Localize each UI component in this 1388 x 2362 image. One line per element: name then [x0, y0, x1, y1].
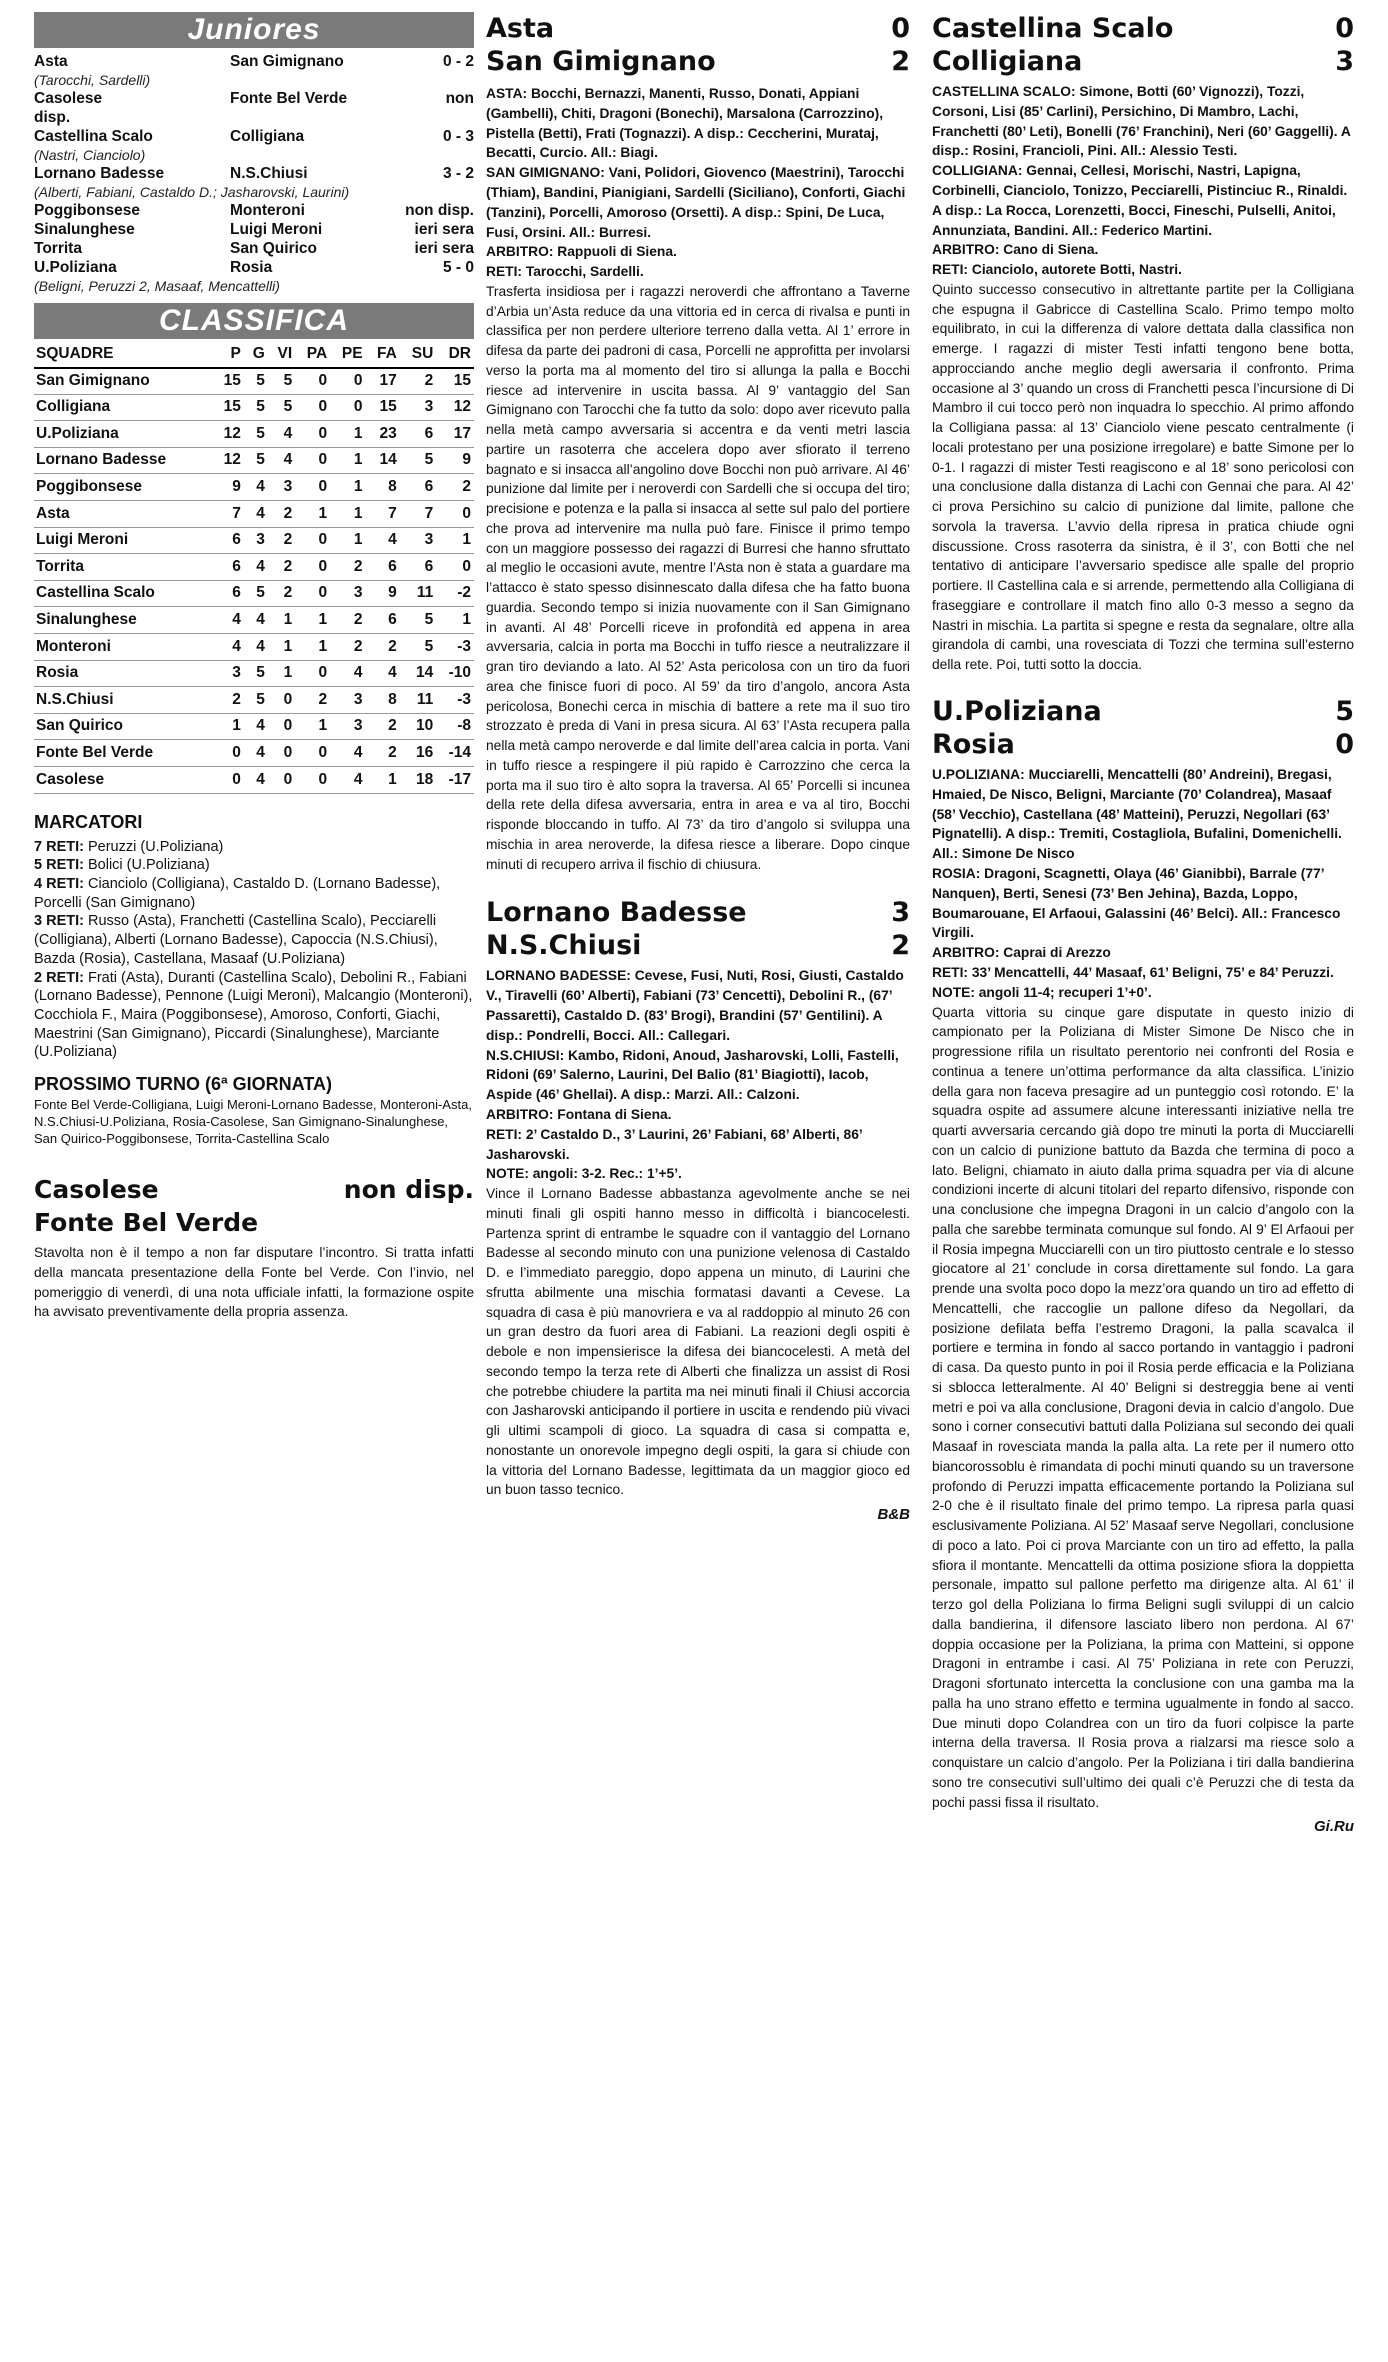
stat-cell: 5 — [268, 368, 295, 395]
stat-cell: 1 — [366, 767, 400, 794]
goals-count: 2 RETI: — [34, 969, 84, 986]
match-away: Colligiana — [932, 46, 1083, 77]
result-score: non disp. — [405, 202, 474, 219]
referee: ARBITRO: Fontana di Siena. — [486, 1107, 672, 1123]
stat-cell: 4 — [213, 607, 244, 634]
stat-cell: 6 — [213, 580, 244, 607]
stat-cell: 4 — [213, 634, 244, 661]
stat-cell: 1 — [436, 607, 474, 634]
standings-row — [34, 527, 474, 554]
stat-cell: 2 — [268, 554, 295, 581]
classifica-banner: CLASSIFICA — [34, 303, 474, 339]
standings-table — [34, 341, 474, 794]
notes: NOTE: angoli: 3-2. Rec.: 1’+5’. — [486, 1166, 682, 1182]
result-item — [34, 164, 474, 201]
team-name: San Quirico — [34, 713, 213, 740]
stat-cell: 0 — [295, 474, 330, 501]
stat-cell: 0 — [295, 554, 330, 581]
stat-cell: 0 — [213, 740, 244, 767]
team-name: Fonte Bel Verde — [34, 740, 213, 767]
stat-cell: 9 — [366, 580, 400, 607]
header-cell: SQUADRE — [34, 341, 213, 368]
stat-cell: 14 — [366, 447, 400, 474]
stat-cell: 5 — [244, 580, 268, 607]
result-home: Sinalunghese — [34, 221, 135, 238]
stat-cell: 1 — [330, 447, 365, 474]
team-name: Luigi Meroni — [34, 527, 213, 554]
standings-row — [34, 687, 474, 714]
away-score: 3 — [1335, 46, 1354, 77]
standings-row — [34, 713, 474, 740]
result-item — [34, 220, 474, 239]
result-score: ieri sera — [414, 240, 474, 257]
away-score: 2 — [891, 930, 910, 962]
goals-count: 5 RETI: — [34, 857, 84, 874]
result-home: Lornano Badesse — [34, 165, 165, 182]
stat-cell: 2 — [366, 740, 400, 767]
stat-cell: 2 — [330, 607, 365, 634]
scorer-line — [34, 969, 474, 1063]
stat-cell: 4 — [330, 660, 365, 687]
marcatori-list — [34, 838, 474, 1062]
team-name: Sinalunghese — [34, 607, 213, 634]
lineup-away: ROSIA: Dragoni, Scagnetti, Olaya (46’ Gianibbi), Barrale (77’ Nanquen), Berti, Senesi (73’ Ben Jehina), Bazda, Loppo, Boumarouane, El Arfaoui, Galassini (46’ Belci). All.: Francesco Virgili. — [932, 865, 1341, 941]
standings-row — [34, 660, 474, 687]
match-home: Castellina Scalo — [932, 13, 1174, 44]
goals-count: 7 RETI: — [34, 838, 84, 855]
stat-cell: 3 — [268, 474, 295, 501]
stat-cell: -10 — [436, 660, 474, 687]
stat-cell: 15 — [366, 394, 400, 421]
stat-cell: 12 — [436, 394, 474, 421]
scorer-names: Russo (Asta), Franchetti (Castellina Scalo), Pecciarelli (Colligiana), Alberti (Lornano Badesse), Capoccia (N.S.Chiusi), Bazda (Rosia), Castellana, Masaaf (U.Poliziana) — [34, 913, 438, 967]
asta-article — [486, 12, 910, 874]
stat-cell: 5 — [268, 394, 295, 421]
stat-cell: 5 — [244, 421, 268, 448]
scorer-names: Peruzzi (U.Poliziana) — [83, 838, 224, 855]
standings-row — [34, 767, 474, 794]
result-extra: disp. — [34, 109, 71, 126]
stat-cell: 0 — [268, 767, 295, 794]
column-right — [932, 12, 1354, 1835]
marcatori-title: MARCATORI — [34, 811, 143, 832]
goals-count: 3 RETI: — [34, 913, 84, 930]
scorer-line — [34, 856, 474, 875]
stat-cell: 4 — [244, 767, 268, 794]
stat-cell: 1 — [330, 501, 365, 528]
stat-cell: 0 — [295, 447, 330, 474]
result-away: San Gimignano — [230, 53, 344, 70]
stat-cell: -3 — [436, 687, 474, 714]
lineup-home: ASTA: Bocchi, Bernazzi, Manenti, Russo, Donati, Appiani (Gambelli), Chiti, Dragoni (Bonechi), Marsalona (Carrozzino), Pistella (Betti), Frati (Tognazzi). A disp.: Ceccherini, Murataj, Becatti, Curcio. All.: Biagi. — [486, 86, 884, 161]
referee: ARBITRO: Caprai di Arezzo — [932, 945, 1111, 961]
result-scorers: (Tarocchi, Sardelli) — [34, 72, 151, 88]
result-score: non — [445, 90, 474, 107]
match-away: N.S.Chiusi — [486, 930, 642, 962]
stat-cell: 0 — [295, 740, 330, 767]
stat-cell: 3 — [330, 713, 365, 740]
stat-cell: 2 — [330, 634, 365, 661]
stat-cell: 2 — [213, 687, 244, 714]
stat-cell: 2 — [295, 687, 330, 714]
header-cell: VI — [268, 341, 295, 368]
stat-cell: 16 — [400, 740, 437, 767]
header-cell: DR — [436, 341, 474, 368]
stat-cell: 4 — [244, 474, 268, 501]
stat-cell: 0 — [268, 687, 295, 714]
goals: RETI: 33’ Mencattelli, 44’ Masaaf, 61’ Beligni, 75’ e 84’ Peruzzi. — [932, 964, 1334, 980]
scorer-line — [34, 875, 474, 912]
author-signature: Gi.Ru — [1314, 1818, 1354, 1836]
stat-cell: 3 — [244, 527, 268, 554]
stat-cell: 6 — [400, 554, 437, 581]
match-status: non disp. — [343, 1175, 474, 1205]
article-body: Stavolta non è il tempo a non far disputare l’incontro. Si tratta infatti della mancata presentazione della Fonte bel Verde. Con l’invio, nel pomeriggio di venerdì, di una nota ufficiale infatti, la formazione ospite ha avvisato preventivamente della propria assenza. — [34, 1245, 474, 1320]
standings-row — [34, 394, 474, 421]
team-name: Monteroni — [34, 634, 213, 661]
stat-cell: 5 — [400, 447, 437, 474]
article-body: Quinto successo consecutivo in altrettante partite per la Colligiana che espugna il Gabricce di Castellina Scalo. Primo tempo molto equilibrato, in cui la differenza di valore dettata dalla classifica non emerge. I ragazzi di mister Testi infatti tengono bene botta, approcciando anche meglio degli awersaria il confronto. Prima occasione al 3’ quando un cross di Franchetti pesca l’incursione di Di Mambro il cui tocco però non inquadra lo specchio. Al primo affondo la Colligiana passa: al 13’ Cianciolo viene pescato centralmente (i locali protestano per una posizione irregolare) e batte Simone per lo 0-1. I ragazzi di mister Testi reagiscono e al 18’ sono pericolosi con una conclusione dalla distanza di Lachi con Gennai che para. Al 42’ ci prova Persichino su calcio di punizione dal limite, pallone che sorvola la traversa. L’avvio della ripresa in pratica chiude ogni discussione. Cross rasoterra da sinistra, è il 3’, con Botti che nel tentativo di anticipare l’avversario spedisce alle spalle del proprio portiere. Il Castellina cala e si arrende, permettendo alla Colligiana di fraseggiare e controllare il match fino allo 0-3 messo a segno da Nastri in mischia. La partita si spegne e resta da segnalare, oltre alla girandola di cambi, una rovesciata di Tozzi che termina sull’esterno della rete. Poi, tutti sotto la doccia. — [932, 281, 1354, 673]
result-home: Castellina Scalo — [34, 128, 153, 145]
lornano-article — [486, 896, 910, 1523]
stat-cell: 4 — [268, 447, 295, 474]
stat-cell: 1 — [295, 634, 330, 661]
result-away: Monteroni — [230, 202, 305, 219]
stat-cell: 8 — [366, 474, 400, 501]
standings-row — [34, 421, 474, 448]
stat-cell: 0 — [295, 421, 330, 448]
standings-row — [34, 740, 474, 767]
result-item — [34, 89, 474, 127]
lineup-home: LORNANO BADESSE: Cevese, Fusi, Nuti, Rosi, Giusti, Castaldo V., Tiravelli (60’ Alberti), Fabiani (73’ Cencetti), Debolini R., (67’ Passaretti), Castaldo D. (83’ Brogi), Brandini (57’ Gentilini). A disp.: Pondrelli, Bocci. All.: Callegari. — [486, 968, 904, 1043]
result-scorers: (Alberti, Fabiani, Castaldo D.; Jasharovski, Laurini) — [34, 184, 350, 200]
result-item — [34, 239, 474, 258]
stat-cell: 9 — [436, 447, 474, 474]
result-home: Asta — [34, 53, 68, 70]
result-away: San Quirico — [230, 240, 317, 257]
scorer-line — [34, 912, 474, 968]
team-name: Asta — [34, 501, 213, 528]
stat-cell: 12 — [213, 421, 244, 448]
stat-cell: -8 — [436, 713, 474, 740]
goals: RETI: Cianciolo, autorete Botti, Nastri. — [932, 262, 1182, 278]
standings-row — [34, 447, 474, 474]
standings-row — [34, 501, 474, 528]
stat-cell: 7 — [213, 501, 244, 528]
stat-cell: 14 — [400, 660, 437, 687]
standings-row — [34, 580, 474, 607]
stat-cell: 5 — [244, 660, 268, 687]
stat-cell: 6 — [213, 527, 244, 554]
goals: RETI: 2’ Castaldo D., 3’ Laurini, 26’ Fabiani, 68’ Alberti, 86’ Jasharovski. — [486, 1126, 862, 1162]
away-score: 2 — [891, 46, 910, 77]
stat-cell: 0 — [330, 394, 365, 421]
stat-cell: 0 — [436, 501, 474, 528]
lineup-home: U.POLIZIANA: Mucciarelli, Mencattelli (80’ Andreini), Bregasi, Hmaied, De Nisco, Beligni, Marciante (70’ Colandrea), Masaaf (58’ Vecchio), Castellana (48’ Matteini), Peruzzi, Negollari (63’ Pignatelli). A disp.: Tremiti, Costagliola, Bufalini, Domenichelli. All.: Simone De Nisco — [932, 766, 1342, 862]
stat-cell: 4 — [330, 767, 365, 794]
stat-cell: 2 — [268, 501, 295, 528]
article-body: Vince il Lornano Badesse abbastanza agevolmente anche se nei minuti finali gli ospiti hanno messo in difficoltà i biancocelesti. Partenza sprint di entrambe le squadre con il vantaggio del Lornano Badesse al secondo minuto con una punizione velenosa di Castaldo D. e l’immediato pareggio, dopo appena un minuto, di Laurini che sfrutta abilmente una mischia formatasi davanti a Cevese. La squadra di casa è più manovriera e va al raddoppio al minuto 26 con un gran destro da fuori area di Fabiani. La reazioni degli ospiti è debole e non impensierisce la difesa dei biancocelesti. A metà del secondo tempo la terza rete di Alberti che finalizza un assist di Rosi che potrebbe chiudere la partita ma nei minuti finali il Chiusi accorcia con Jasharovski anticipando il portiere in uscita e rendendo più vivaci gli ultimi scampoli di gioco. La squadra di casa si compatta e, nonostante un onorevole impegno degli ospiti, la gara si chiude con la vittoria del Lornano Badesse, legittimata da un maggior gioco ed un buon tasso tecnico. — [486, 1186, 910, 1498]
team-name: Lornano Badesse — [34, 447, 213, 474]
header-cell: PA — [295, 341, 330, 368]
stat-cell: 4 — [244, 634, 268, 661]
result-home: U.Poliziana — [34, 259, 117, 276]
match-away: Fonte Bel Verde — [34, 1208, 259, 1238]
standings-header — [34, 341, 474, 368]
stat-cell: 4 — [366, 527, 400, 554]
stat-cell: 0 — [213, 767, 244, 794]
home-score: 5 — [1335, 695, 1354, 727]
stat-cell: 3 — [330, 687, 365, 714]
stat-cell: 18 — [400, 767, 437, 794]
stat-cell: 0 — [295, 368, 330, 395]
goals-count: 4 RETI: — [34, 876, 84, 892]
stat-cell: 4 — [244, 501, 268, 528]
stat-cell: 5 — [400, 607, 437, 634]
lineup-home: CASTELLINA SCALO: Simone, Botti (60’ Vignozzi), Tozzi, Corsoni, Lisi (85’ Carlini), Persichino, Di Mambro, Lachi, Franchetti (80’ Leti), Bonelli (76’ Franchini), Neri (60’ Gaggelli). A disp.: Rosini, Francioli, Pini. All.: Alessio Testi. — [932, 84, 1351, 159]
result-item — [34, 258, 474, 295]
stat-cell: 6 — [366, 554, 400, 581]
stat-cell: 5 — [244, 447, 268, 474]
stat-cell: 0 — [268, 740, 295, 767]
match-home: U.Poliziana — [932, 695, 1102, 727]
result-item — [34, 52, 474, 89]
stat-cell: 0 — [295, 660, 330, 687]
stat-cell: 4 — [244, 554, 268, 581]
team-name: Casolese — [34, 767, 213, 794]
poliziana-article — [932, 695, 1354, 1835]
standings-row — [34, 368, 474, 395]
result-home: Torrita — [34, 240, 82, 257]
header-cell: FA — [366, 341, 400, 368]
result-score: 5 - 0 — [442, 259, 474, 276]
column-left — [34, 12, 474, 1322]
team-name: Poggibonsese — [34, 474, 213, 501]
result-item — [34, 201, 474, 220]
stat-cell: 11 — [400, 687, 437, 714]
standings-row — [34, 634, 474, 661]
stat-cell: 1 — [213, 713, 244, 740]
stat-cell: 10 — [400, 713, 437, 740]
stat-cell: 4 — [244, 607, 268, 634]
header-cell: P — [213, 341, 244, 368]
stat-cell: 6 — [400, 474, 437, 501]
team-name: Castellina Scalo — [34, 580, 213, 607]
stat-cell: 0 — [295, 394, 330, 421]
standings-body — [34, 368, 474, 794]
result-score: ieri sera — [414, 221, 474, 238]
home-score: 0 — [891, 13, 910, 44]
results-list — [34, 52, 474, 295]
match-home: Lornano Badesse — [486, 897, 747, 929]
result-scorers: (Beligni, Peruzzi 2, Masaaf, Mencattelli) — [34, 278, 280, 294]
stat-cell: 2 — [330, 554, 365, 581]
scorer-names: Cianciolo (Colligiana), Castaldo D. (Lornano Badesse), Porcelli (San Gimignano) — [34, 876, 441, 911]
stat-cell: 1 — [330, 474, 365, 501]
team-name: Rosia — [34, 660, 213, 687]
notes: NOTE: angoli 11-4; recuperi 1’+0’. — [932, 984, 1152, 1000]
juniores-banner: Juniores — [34, 12, 474, 48]
result-item — [34, 127, 474, 164]
stat-cell: 8 — [366, 687, 400, 714]
stat-cell: 2 — [400, 368, 437, 395]
stat-cell: 0 — [295, 527, 330, 554]
stat-cell: 3 — [400, 527, 437, 554]
stat-cell: 1 — [436, 527, 474, 554]
stat-cell: 2 — [366, 634, 400, 661]
stat-cell: 17 — [436, 421, 474, 448]
stat-cell: 15 — [213, 394, 244, 421]
stat-cell: 3 — [330, 580, 365, 607]
match-home: Asta — [486, 13, 555, 44]
result-away: Luigi Meroni — [230, 221, 323, 238]
stat-cell: 3 — [400, 394, 437, 421]
result-score: 3 - 2 — [442, 165, 474, 182]
stat-cell: 9 — [213, 474, 244, 501]
stat-cell: 12 — [213, 447, 244, 474]
result-home: Casolese — [34, 90, 103, 107]
stat-cell: 4 — [330, 740, 365, 767]
stat-cell: -2 — [436, 580, 474, 607]
away-score: 0 — [1335, 728, 1354, 760]
stat-cell: 5 — [244, 394, 268, 421]
home-score: 0 — [1335, 13, 1354, 44]
result-score: 0 - 3 — [442, 128, 474, 145]
article-body: Trasferta insidiosa per i ragazzi neroverdi che affrontano a Taverne d’Arbia un’Asta reduce da una vittoria ed in cerca di rivalsa e punti in classifica per non perdere ulteriore terreno dalla vetta. Al 1’ errore in difesa da parte dei padroni di casa, Porcelli ne approfitta per involarsi verso la porta ma al momento del tiro si allunga la palla e Bocchi riesce ad intervenire in uscita bassa. Al 9’ vantaggio del San Gimignano con Tarocchi che fa tutto da solo: dopo aver ricevuto palla nella metà campo avversaria si accentra e da venti metri lascia partire un rasoterra che accelera dopo aver sfiorato il terreno bagnato e si insacca all’angolino dove Bocchi non può arrivare. Al 46’ punizione dal limite per i neroverdi con Sardelli che si occupa del tiro; precisione e potenza e la palla si insacca al sette sul palo del portiere che prova ad intervenire ma nulla può fare. Finisce il primo tempo con un maggiore possesso dei ragazzi di Burresi che hanno sfruttato al meglio le occasioni avute, mentre l’Asta non è stata a guardare ma l’attacco è stato spesso disinnescato dalla difesa che ha fatto buona guardia. Secondo tempo si inizia nuovamente con il San Gimignano in avanti. Al 48’ Porcelli riceve in profondità ed appena in area avversaria, calcia in porta ma Bocchi in tuffo riesce a neutralizzare il gran tiro deviando a lato. Al 52’ Asta pericolosa con un tiro da fuori area che finisce fuori di poco. Al 59’ da tiro d’angolo, ancora Asta pericolosa, Bonechi cerca in mischia di battere a rete ma il suo tiro strozzato è preda di Vani in presa sicura. Al 63’ l’Asta recupera palla nella metà campo neroverde e dal limite dell’area calcia in porta. Vani in tuffo riesce a respingere il più rapido è Carrozzino che cerca la porta ma il suo tiro è alto sopra la traversa. Al 65’ Porcelli si incunea della rete della difesa avversaria, entra in area e va al tiro, Bocchi risponde bloccando in tuffo. Al 73’ da tiro d’angolo si sviluppa una mischia in area neroverde, la difesa riesce a liberare. Dopo cinque minuti di recupero arriva il fischio di chiusura. — [486, 283, 910, 872]
stat-cell: 0 — [268, 713, 295, 740]
stat-cell: 2 — [366, 713, 400, 740]
stat-cell: 0 — [436, 554, 474, 581]
result-scorers: (Nastri, Cianciolo) — [34, 147, 146, 163]
prossimo-title: PROSSIMO TURNO (6ª GIORNATA) — [34, 1074, 332, 1095]
stat-cell: 2 — [436, 474, 474, 501]
stat-cell: 6 — [400, 421, 437, 448]
scorer-line — [34, 838, 474, 857]
home-score: 3 — [891, 897, 910, 929]
standings-row — [34, 474, 474, 501]
standings-row — [34, 607, 474, 634]
article-body: Quarta vittoria su cinque gare disputate in questo inizio di campionato per la Poliziana di Mister Simone De Nisco che in progressione rifila un risultato perentorio nei confronti del Rosia e continua a tenere un’ottima performance da alta classifica. L’inizio della gara non faceva presagire ad un punteggio così rotondo. E’ la squadra ospite ad assumere alcune interessanti iniziative nella tre quarti avversaria cercando già dopo tre minuti la porta di Mucciarelli con un calcio di punizione battuto da Bazda che termina di poco a lato. Beligni, chiamato in aiuto dalla prima squadra per via di alcune condizioni incerte di alcuni titolari del reparto difensivo, risponde con una conclusione che impegna Dragoni in un calcio d’angolo con la palla che sarebbe terminata comunque sul fondo. Al 9’ El Arfaoui per il Rosia impegna Mucciarelli con un tiro piuttosto centrale e lo stesso giocatore al 21’ conclude in corsa direttamente sul fondo. La gara prende una svolta poco dopo la mezz’ora quando un tiro ad effetto di Mencattelli, che raccoglie un pallone difeso da Negollari, da posizione defilata beffa l’estremo Dragoni, la palla scavalca il portiere e termina in fondo al sacco portando in vantaggio i padroni di casa. Da questo punto in poi il Rosia perde efficacia e la Poliziana si sblocca letteralmente. Al 40’ Beligni si destreggia bene ai venti metri e poi va alla conclusione, Dragoni devia in calcio d’angolo. Due sono i corner consecutivi battuti dalla Poliziana sul secondo dei quali Masaaf in rovesciata manda la palla alta. La rete per il numero otto biancorossoblu è rimandata di pochi minuti quando su un traversone profondo di Peruzzi impatta efficacemente portando la Poliziana sul 2-0 che è il risultato finale del primo tempo. La ripresa parla quasi esclusivamente Poliziana. Al 52’ Masaaf serve Negollari, conclusione di poco a lato. Poi ci prova Marciante con un tiro ad effetto, la palla sfiora il montante. Mencattelli da ottima posizione sfiora la doppietta personale, impatto sul pallone perfetto ma dirigenze alta. Al 61’ il terzo gol della Poliziana lo firma Beligni sugli sviluppi di un calcio dalla bandierina, il difensore lasciato libero non perdona. Al 67’ doppia occasione per la Poliziana, la prima con Matteini, si oppone Dragoni in entrambe i casi. Al 75’ Poliziana in rete con Peruzzi, Dragoni sfortunato intercetta la conclusione con una gamba ma la palla ha uno strano effetto e termina ugualmente in fondo al sacco. Due minuti dopo Colandrea con un tiro da fuori colpisce la parte interna della traversa. Il Rosia prova a rialzarsi ma riesce solo a conquistare un calcio d’angolo. Per la Poliziana i tiri dalla bandierina sono tre consecutivi sull’ultimo dei quali c’è Peruzzi che di testa da pochi passi fissa il risultato. — [932, 1004, 1354, 1810]
match-home: Casolese — [34, 1175, 159, 1205]
team-name: San Gimignano — [34, 368, 213, 395]
scorer-names: Bolici (U.Poliziana) — [83, 857, 210, 874]
stat-cell: 0 — [295, 580, 330, 607]
standings-row — [34, 554, 474, 581]
stat-cell: 5 — [244, 368, 268, 395]
stat-cell: 2 — [268, 580, 295, 607]
goals: RETI: Tarocchi, Sardelli. — [486, 264, 644, 280]
stat-cell: -17 — [436, 767, 474, 794]
header-cell: SU — [400, 341, 437, 368]
result-away: Colligiana — [230, 128, 305, 145]
stat-cell: 1 — [268, 607, 295, 634]
stat-cell: 3 — [213, 660, 244, 687]
referee: ARBITRO: Cano di Siena. — [932, 242, 1099, 258]
stat-cell: 4 — [244, 740, 268, 767]
stat-cell: 15 — [213, 368, 244, 395]
team-name: N.S.Chiusi — [34, 687, 213, 714]
stat-cell: 1 — [268, 660, 295, 687]
header-cell: G — [244, 341, 268, 368]
stat-cell: 5 — [244, 687, 268, 714]
match-away: San Gimignano — [486, 46, 716, 77]
author-signature: B&B — [877, 1506, 910, 1524]
stat-cell: 23 — [366, 421, 400, 448]
stat-cell: 7 — [400, 501, 437, 528]
result-away: N.S.Chiusi — [230, 165, 308, 182]
stat-cell: 1 — [330, 527, 365, 554]
stat-cell: 6 — [213, 554, 244, 581]
result-home: Poggibonsese — [34, 202, 140, 219]
stat-cell: 1 — [330, 421, 365, 448]
stat-cell: 2 — [268, 527, 295, 554]
stat-cell: 17 — [366, 368, 400, 395]
stat-cell: 1 — [295, 501, 330, 528]
result-score: 0 - 2 — [442, 53, 474, 70]
match-away: Rosia — [932, 728, 1015, 760]
stat-cell: 4 — [244, 713, 268, 740]
stat-cell: 1 — [268, 634, 295, 661]
stat-cell: 0 — [295, 767, 330, 794]
prossimo-text: Fonte Bel Verde-Colligiana, Luigi Meroni-Lornano Badesse, Monteroni-Asta, N.S.Chiusi-U.Poliziana, Rosia-Casolese, San Gimignano-Sinalunghese, San Quirico-Poggibonsese, Torrita-Castellina Scalo — [34, 1097, 472, 1147]
casolese-article — [34, 1173, 474, 1322]
column-middle — [486, 12, 910, 1523]
castellina-article — [932, 12, 1354, 675]
result-away: Fonte Bel Verde — [230, 90, 348, 107]
stat-cell: 0 — [330, 368, 365, 395]
lineup-away: SAN GIMIGNANO: Vani, Polidori, Giovenco (Maestrini), Tarocchi (Thiam), Bandini, Pianigiani, Sardelli (Siciliano), Conforti, Giachi (Tanzini), Porcelli, Amoroso (Orsetti). A disp.: Spini, De Luca, Fusi, Orsini. All.: Burresi. — [486, 165, 906, 240]
scorer-names: Frati (Asta), Duranti (Castellina Scalo), Debolini R., Fabiani (Lornano Badesse), Pennone (Luigi Meroni), Malcangio (Monteroni), Cocchiola F., Maira (Poggibonsese), Amoroso, Conforti, Giachi, Maestrini (San Gimignano), Piccardi (Sinalunghese), Marciante (U.Poliziana) — [34, 969, 473, 1061]
team-name: U.Poliziana — [34, 421, 213, 448]
stat-cell: 6 — [366, 607, 400, 634]
team-name: Torrita — [34, 554, 213, 581]
stat-cell: 7 — [366, 501, 400, 528]
stat-cell: 11 — [400, 580, 437, 607]
stat-cell: 4 — [268, 421, 295, 448]
lineup-away: COLLIGIANA: Gennai, Cellesi, Morischi, Nastri, Lapigna, Corbinelli, Cianciolo, Tonizzo, Pecciarelli, Pistinciuc R., Rinaldi. A disp.: La Rocca, Lorenzetti, Bocci, Fineschi, Pulselli, Anitoi, Annunziata, Bandini. All.: Federico Martini. — [932, 163, 1348, 238]
result-away: Rosia — [230, 259, 273, 276]
referee: ARBITRO: Rappuoli di Siena. — [486, 244, 677, 260]
stat-cell: -14 — [436, 740, 474, 767]
stat-cell: 15 — [436, 368, 474, 395]
stat-cell: 1 — [295, 607, 330, 634]
stat-cell: 1 — [295, 713, 330, 740]
stat-cell: 4 — [366, 660, 400, 687]
lineup-away: N.S.CHIUSI: Kambo, Ridoni, Anoud, Jasharovski, Lolli, Fastelli, Ridoni (69’ Salerno, Laurini, Del Balio (81’ Biagiotti), Iacob, Aspide (46’ Ghellai). A disp.: Marzi. All.: Calzoni. — [486, 1047, 899, 1103]
header-cell: PE — [330, 341, 365, 368]
stat-cell: -3 — [436, 634, 474, 661]
team-name: Colligiana — [34, 394, 213, 421]
stat-cell: 5 — [400, 634, 437, 661]
